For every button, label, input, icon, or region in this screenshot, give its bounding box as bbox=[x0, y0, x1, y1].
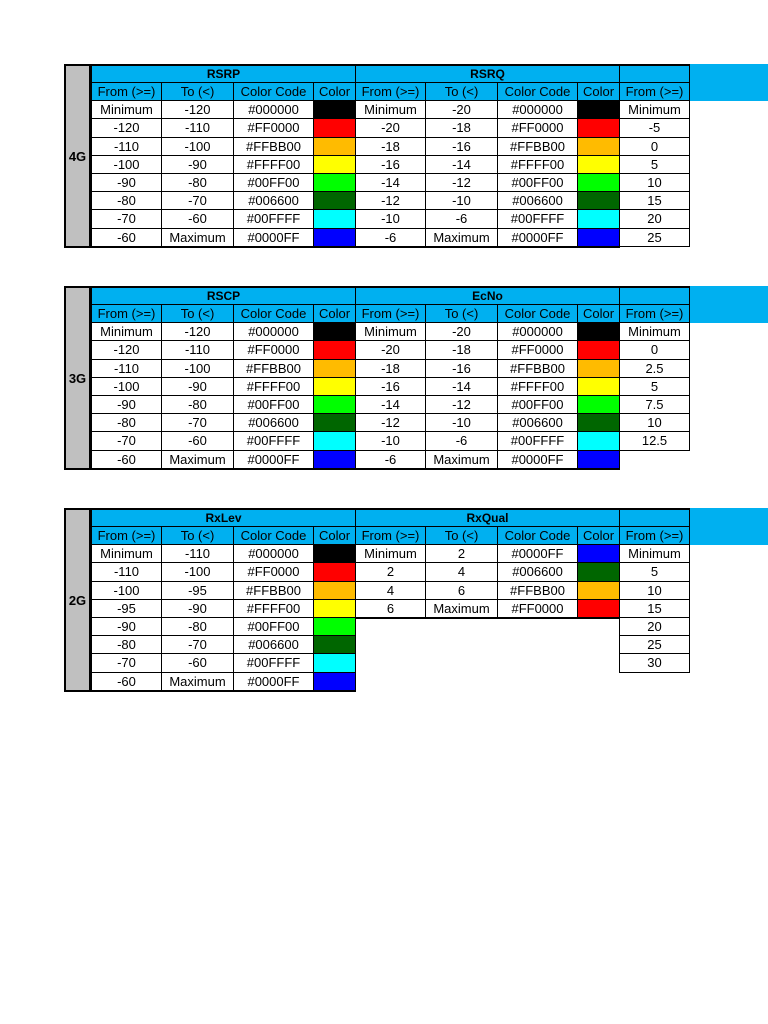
header-band bbox=[690, 286, 768, 323]
cell-to[interactable]: -100 bbox=[162, 563, 234, 581]
color-swatch[interactable] bbox=[314, 377, 356, 395]
cell-to[interactable]: -80 bbox=[162, 395, 234, 413]
tech-label: 2G bbox=[64, 508, 91, 692]
table-title: RSCP bbox=[92, 287, 356, 305]
table-row bbox=[92, 119, 356, 137]
col-header-color: Color bbox=[314, 305, 356, 323]
color-swatch[interactable] bbox=[578, 450, 620, 469]
cell-from[interactable]: -16 bbox=[356, 377, 426, 395]
cell-from[interactable]: 0 bbox=[620, 341, 690, 359]
table-rscp bbox=[91, 286, 356, 470]
cell-from[interactable]: Minimum bbox=[92, 101, 162, 119]
color-swatch[interactable] bbox=[578, 155, 620, 173]
cell-from[interactable]: Minimum bbox=[620, 101, 690, 119]
cell-to[interactable]: -110 bbox=[162, 119, 234, 137]
cell-code[interactable]: #FF0000 bbox=[234, 119, 314, 137]
cell-code[interactable]: #00FFFF bbox=[234, 654, 314, 672]
cell-from[interactable]: Minimum bbox=[92, 323, 162, 341]
table-extra bbox=[619, 286, 690, 451]
color-swatch[interactable] bbox=[578, 210, 620, 228]
cell-code[interactable]: #00FF00 bbox=[234, 173, 314, 191]
cell-code[interactable]: #00FFFF bbox=[234, 210, 314, 228]
cell-from[interactable]: -5 bbox=[620, 119, 690, 137]
cell-code[interactable]: #00FF00 bbox=[498, 395, 578, 413]
cell-from[interactable]: -70 bbox=[92, 654, 162, 672]
cell-code[interactable]: #FFFF00 bbox=[498, 377, 578, 395]
cell-from[interactable]: -16 bbox=[356, 155, 426, 173]
table-row bbox=[92, 155, 356, 173]
color-swatch[interactable] bbox=[314, 210, 356, 228]
cell-code[interactable]: #006600 bbox=[234, 414, 314, 432]
table-rxlev bbox=[91, 508, 356, 692]
color-swatch[interactable] bbox=[314, 432, 356, 450]
cell-to[interactable]: -100 bbox=[162, 359, 234, 377]
table-row bbox=[356, 173, 620, 191]
table-rsrq bbox=[355, 64, 620, 248]
table-row bbox=[356, 432, 620, 450]
cell-to[interactable]: -60 bbox=[162, 654, 234, 672]
cell-to[interactable]: -18 bbox=[426, 119, 498, 137]
table-row bbox=[92, 545, 356, 563]
col-header-from: From (>=) bbox=[356, 305, 426, 323]
color-swatch[interactable] bbox=[578, 228, 620, 247]
cell-from[interactable]: 10 bbox=[620, 581, 690, 599]
cell-code[interactable]: #0000FF bbox=[498, 228, 578, 247]
color-swatch[interactable] bbox=[578, 359, 620, 377]
cell-to[interactable]: -14 bbox=[426, 377, 498, 395]
cell-from[interactable]: -100 bbox=[92, 155, 162, 173]
color-swatch[interactable] bbox=[578, 323, 620, 341]
section-2g bbox=[64, 508, 768, 694]
table-row bbox=[92, 563, 356, 581]
cell-from[interactable]: -70 bbox=[92, 432, 162, 450]
cell-to[interactable]: Maximum bbox=[426, 450, 498, 469]
tech-label: 3G bbox=[64, 286, 91, 470]
cell-from[interactable]: Minimum bbox=[92, 545, 162, 563]
color-swatch[interactable] bbox=[314, 581, 356, 599]
table-title: RSRP bbox=[92, 65, 356, 83]
color-swatch[interactable] bbox=[314, 173, 356, 191]
cell-to[interactable]: -70 bbox=[162, 192, 234, 210]
table-row bbox=[92, 654, 356, 672]
table-title: RxQual bbox=[356, 509, 620, 527]
cell-to[interactable]: -10 bbox=[426, 192, 498, 210]
color-swatch[interactable] bbox=[314, 617, 356, 635]
cell-to[interactable]: Maximum bbox=[162, 450, 234, 469]
table-row bbox=[356, 119, 620, 137]
cell-to[interactable]: 4 bbox=[426, 563, 498, 581]
table-row bbox=[92, 672, 356, 691]
cell-from[interactable]: -90 bbox=[92, 395, 162, 413]
tech-label: 4G bbox=[64, 64, 91, 248]
cell-to[interactable]: -6 bbox=[426, 210, 498, 228]
color-swatch[interactable] bbox=[578, 341, 620, 359]
table-row bbox=[356, 414, 620, 432]
cell-to[interactable]: -16 bbox=[426, 137, 498, 155]
cell-from[interactable]: -20 bbox=[356, 341, 426, 359]
col-header-color: Color bbox=[578, 83, 620, 101]
cell-code[interactable]: #006600 bbox=[498, 192, 578, 210]
cell-from[interactable]: 15 bbox=[620, 599, 690, 617]
color-swatch[interactable] bbox=[314, 192, 356, 210]
table-row bbox=[92, 101, 356, 119]
col-header-from: From (>=) bbox=[620, 527, 690, 545]
col-header-color: Color bbox=[578, 527, 620, 545]
cell-to[interactable]: -80 bbox=[162, 173, 234, 191]
color-swatch[interactable] bbox=[314, 359, 356, 377]
cell-from[interactable]: -60 bbox=[92, 450, 162, 469]
cell-code[interactable]: #000000 bbox=[234, 545, 314, 563]
table-row bbox=[92, 450, 356, 469]
cell-to[interactable]: -12 bbox=[426, 395, 498, 413]
table-row bbox=[92, 210, 356, 228]
table-title-blank bbox=[620, 509, 690, 527]
cell-to[interactable]: 6 bbox=[426, 581, 498, 599]
cell-from[interactable]: -100 bbox=[92, 377, 162, 395]
table-row bbox=[92, 137, 356, 155]
color-swatch[interactable] bbox=[314, 119, 356, 137]
table-row bbox=[92, 359, 356, 377]
table-row bbox=[356, 581, 620, 599]
cell-from[interactable]: 25 bbox=[620, 636, 690, 654]
cell-from[interactable]: 2.5 bbox=[620, 359, 690, 377]
table-row bbox=[92, 377, 356, 395]
col-header-color: Color bbox=[314, 527, 356, 545]
cell-from[interactable]: -14 bbox=[356, 173, 426, 191]
cell-from[interactable]: 10 bbox=[620, 173, 690, 191]
table-title-blank bbox=[620, 287, 690, 305]
cell-from[interactable]: -120 bbox=[92, 119, 162, 137]
table-extra bbox=[619, 508, 690, 673]
section-4g bbox=[64, 64, 768, 250]
color-swatch[interactable] bbox=[314, 450, 356, 469]
cell-code[interactable]: #00FF00 bbox=[498, 173, 578, 191]
col-header-to: To (<) bbox=[426, 83, 498, 101]
table-row bbox=[356, 341, 620, 359]
cell-code[interactable]: #FFBB00 bbox=[498, 581, 578, 599]
cell-to[interactable]: -95 bbox=[162, 581, 234, 599]
col-header-from: From (>=) bbox=[356, 527, 426, 545]
cell-code[interactable]: #FFBB00 bbox=[234, 581, 314, 599]
cell-from[interactable]: -10 bbox=[356, 432, 426, 450]
color-swatch[interactable] bbox=[578, 581, 620, 599]
cell-to[interactable]: -6 bbox=[426, 432, 498, 450]
cell-to[interactable]: 2 bbox=[426, 545, 498, 563]
cell-code[interactable]: #FFFF00 bbox=[498, 155, 578, 173]
table-row bbox=[356, 545, 620, 563]
col-header-code: Color Code bbox=[234, 527, 314, 545]
color-swatch[interactable] bbox=[314, 155, 356, 173]
cell-to[interactable]: -110 bbox=[162, 545, 234, 563]
table-title: EcNo bbox=[356, 287, 620, 305]
col-header-to: To (<) bbox=[426, 527, 498, 545]
color-swatch[interactable] bbox=[314, 654, 356, 672]
cell-from[interactable]: -12 bbox=[356, 192, 426, 210]
table-row bbox=[356, 155, 620, 173]
cell-to[interactable]: Maximum bbox=[426, 228, 498, 247]
col-header-from: From (>=) bbox=[92, 83, 162, 101]
table-row bbox=[356, 563, 620, 581]
cell-to[interactable]: -14 bbox=[426, 155, 498, 173]
cell-from[interactable]: 5 bbox=[620, 377, 690, 395]
color-swatch[interactable] bbox=[578, 395, 620, 413]
cell-to[interactable]: Maximum bbox=[426, 599, 498, 618]
cell-to[interactable]: -20 bbox=[426, 323, 498, 341]
cell-from[interactable]: 5 bbox=[620, 563, 690, 581]
table-row bbox=[92, 599, 356, 617]
cell-to[interactable]: -10 bbox=[426, 414, 498, 432]
cell-code[interactable]: #FFFF00 bbox=[234, 155, 314, 173]
cell-from[interactable]: -110 bbox=[92, 563, 162, 581]
color-swatch[interactable] bbox=[314, 599, 356, 617]
cell-from[interactable]: -18 bbox=[356, 137, 426, 155]
cell-code[interactable]: #FF0000 bbox=[234, 341, 314, 359]
cell-from[interactable]: 20 bbox=[620, 210, 690, 228]
cell-from[interactable]: Minimum bbox=[620, 545, 690, 563]
table-row bbox=[92, 432, 356, 450]
col-header-from: From (>=) bbox=[356, 83, 426, 101]
cell-code[interactable]: #FFBB00 bbox=[498, 137, 578, 155]
table-row bbox=[356, 359, 620, 377]
cell-to[interactable]: -60 bbox=[162, 210, 234, 228]
cell-code[interactable]: #FFBB00 bbox=[234, 359, 314, 377]
cell-code[interactable]: #FF0000 bbox=[234, 563, 314, 581]
cell-from[interactable]: 5 bbox=[620, 155, 690, 173]
cell-to[interactable]: -16 bbox=[426, 359, 498, 377]
cell-to[interactable]: Maximum bbox=[162, 228, 234, 247]
col-header-code: Color Code bbox=[498, 83, 578, 101]
col-header-to: To (<) bbox=[162, 83, 234, 101]
color-swatch[interactable] bbox=[578, 119, 620, 137]
cell-to[interactable]: -12 bbox=[426, 173, 498, 191]
cell-code[interactable]: #0000FF bbox=[498, 450, 578, 469]
cell-to[interactable]: -18 bbox=[426, 341, 498, 359]
cell-code[interactable]: #0000FF bbox=[234, 672, 314, 691]
table-rxqual bbox=[355, 508, 620, 619]
cell-from[interactable]: -60 bbox=[92, 228, 162, 247]
cell-code[interactable]: #00FF00 bbox=[234, 617, 314, 635]
cell-to[interactable]: -20 bbox=[426, 101, 498, 119]
cell-from[interactable]: -110 bbox=[92, 137, 162, 155]
table-title: RSRQ bbox=[356, 65, 620, 83]
color-swatch[interactable] bbox=[314, 323, 356, 341]
table-title-blank bbox=[620, 65, 690, 83]
cell-to[interactable]: -70 bbox=[162, 414, 234, 432]
cell-from[interactable]: 2 bbox=[356, 563, 426, 581]
cell-from[interactable]: Minimum bbox=[620, 323, 690, 341]
cell-from[interactable]: -95 bbox=[92, 599, 162, 617]
col-header-color: Color bbox=[314, 83, 356, 101]
cell-code[interactable]: #006600 bbox=[498, 414, 578, 432]
table-rsrp bbox=[91, 64, 356, 248]
cell-from[interactable]: -90 bbox=[92, 617, 162, 635]
cell-code[interactable]: #FF0000 bbox=[498, 599, 578, 618]
table-row bbox=[92, 323, 356, 341]
cell-code[interactable]: #000000 bbox=[234, 101, 314, 119]
table-row bbox=[356, 450, 620, 469]
cell-to[interactable]: Maximum bbox=[162, 672, 234, 691]
cell-from[interactable]: -6 bbox=[356, 450, 426, 469]
table-row bbox=[356, 323, 620, 341]
table-row bbox=[92, 617, 356, 635]
table-row bbox=[92, 414, 356, 432]
cell-from[interactable]: 25 bbox=[620, 228, 690, 246]
col-header-to: To (<) bbox=[162, 305, 234, 323]
color-swatch[interactable] bbox=[578, 563, 620, 581]
cell-code[interactable]: #006600 bbox=[498, 563, 578, 581]
cell-to[interactable]: -100 bbox=[162, 137, 234, 155]
color-swatch[interactable] bbox=[314, 414, 356, 432]
table-row bbox=[356, 377, 620, 395]
cell-from[interactable]: 6 bbox=[356, 599, 426, 618]
cell-from[interactable]: -120 bbox=[92, 341, 162, 359]
cell-to[interactable]: -110 bbox=[162, 341, 234, 359]
color-swatch[interactable] bbox=[578, 377, 620, 395]
section-3g bbox=[64, 286, 768, 472]
col-header-to: To (<) bbox=[426, 305, 498, 323]
cell-from[interactable]: -60 bbox=[92, 672, 162, 691]
color-swatch[interactable] bbox=[314, 636, 356, 654]
table-row bbox=[356, 192, 620, 210]
color-swatch[interactable] bbox=[578, 432, 620, 450]
cell-from[interactable]: -14 bbox=[356, 395, 426, 413]
table-row bbox=[92, 192, 356, 210]
table-row bbox=[92, 341, 356, 359]
cell-code[interactable]: #FFFF00 bbox=[234, 599, 314, 617]
table-row bbox=[356, 137, 620, 155]
cell-from[interactable]: -80 bbox=[92, 192, 162, 210]
color-swatch[interactable] bbox=[314, 137, 356, 155]
cell-from[interactable]: -80 bbox=[92, 414, 162, 432]
cell-code[interactable]: #000000 bbox=[498, 101, 578, 119]
cell-from[interactable]: 7.5 bbox=[620, 395, 690, 413]
table-ecno bbox=[355, 286, 620, 470]
cell-from[interactable]: Minimum bbox=[356, 545, 426, 563]
cell-to[interactable]: -120 bbox=[162, 323, 234, 341]
table-row bbox=[356, 599, 620, 618]
cell-from[interactable]: -70 bbox=[92, 210, 162, 228]
col-header-code: Color Code bbox=[498, 305, 578, 323]
col-header-code: Color Code bbox=[234, 305, 314, 323]
color-swatch[interactable] bbox=[578, 101, 620, 119]
cell-code[interactable]: #00FF00 bbox=[234, 395, 314, 413]
table-extra bbox=[619, 64, 690, 247]
cell-code[interactable]: #00FFFF bbox=[498, 432, 578, 450]
table-row bbox=[92, 581, 356, 599]
cell-code[interactable]: #0000FF bbox=[234, 450, 314, 469]
cell-from[interactable]: -90 bbox=[92, 173, 162, 191]
cell-to[interactable]: -80 bbox=[162, 617, 234, 635]
cell-to[interactable]: -60 bbox=[162, 432, 234, 450]
col-header-from: From (>=) bbox=[92, 305, 162, 323]
cell-code[interactable]: #FFBB00 bbox=[498, 359, 578, 377]
cell-from[interactable]: -12 bbox=[356, 414, 426, 432]
cell-to[interactable]: -90 bbox=[162, 377, 234, 395]
cell-from[interactable]: 20 bbox=[620, 617, 690, 635]
cell-code[interactable]: #006600 bbox=[234, 192, 314, 210]
table-row bbox=[92, 636, 356, 654]
cell-from[interactable]: -10 bbox=[356, 210, 426, 228]
table-row bbox=[356, 101, 620, 119]
cell-code[interactable]: #FFBB00 bbox=[234, 137, 314, 155]
cell-code[interactable]: #FF0000 bbox=[498, 119, 578, 137]
color-swatch[interactable] bbox=[314, 101, 356, 119]
cell-from[interactable]: 0 bbox=[620, 137, 690, 155]
cell-from[interactable]: 12.5 bbox=[620, 432, 690, 450]
cell-to[interactable]: -120 bbox=[162, 101, 234, 119]
cell-to[interactable]: -90 bbox=[162, 599, 234, 617]
color-swatch[interactable] bbox=[578, 173, 620, 191]
cell-from[interactable]: 30 bbox=[620, 654, 690, 672]
cell-code[interactable]: #000000 bbox=[498, 323, 578, 341]
cell-from[interactable]: 15 bbox=[620, 192, 690, 210]
color-swatch[interactable] bbox=[314, 545, 356, 563]
cell-code[interactable]: #00FFFF bbox=[234, 432, 314, 450]
table-row bbox=[356, 210, 620, 228]
color-swatch[interactable] bbox=[314, 672, 356, 691]
color-swatch[interactable] bbox=[578, 137, 620, 155]
header-band bbox=[690, 64, 768, 101]
cell-from[interactable]: Minimum bbox=[356, 323, 426, 341]
cell-code[interactable]: #0000FF bbox=[234, 228, 314, 247]
cell-code[interactable]: #006600 bbox=[234, 636, 314, 654]
table-row bbox=[356, 228, 620, 247]
col-header-code: Color Code bbox=[498, 527, 578, 545]
color-swatch[interactable] bbox=[578, 545, 620, 563]
cell-code[interactable]: #0000FF bbox=[498, 545, 578, 563]
color-swatch[interactable] bbox=[314, 341, 356, 359]
table-row bbox=[356, 395, 620, 413]
cell-from[interactable]: 10 bbox=[620, 414, 690, 432]
table-row bbox=[92, 173, 356, 191]
color-swatch[interactable] bbox=[578, 414, 620, 432]
table-row bbox=[92, 395, 356, 413]
table-row bbox=[92, 228, 356, 247]
cell-from[interactable]: -18 bbox=[356, 359, 426, 377]
col-header-from: From (>=) bbox=[620, 305, 690, 323]
color-swatch[interactable] bbox=[578, 192, 620, 210]
col-header-from: From (>=) bbox=[92, 527, 162, 545]
cell-code[interactable]: #FFFF00 bbox=[234, 377, 314, 395]
cell-from[interactable]: -110 bbox=[92, 359, 162, 377]
cell-from[interactable]: Minimum bbox=[356, 101, 426, 119]
cell-code[interactable]: #00FFFF bbox=[498, 210, 578, 228]
col-header-from: From (>=) bbox=[620, 83, 690, 101]
cell-code[interactable]: #FF0000 bbox=[498, 341, 578, 359]
table-title: RxLev bbox=[92, 509, 356, 527]
cell-from[interactable]: -80 bbox=[92, 636, 162, 654]
cell-to[interactable]: -90 bbox=[162, 155, 234, 173]
cell-from[interactable]: -20 bbox=[356, 119, 426, 137]
col-header-to: To (<) bbox=[162, 527, 234, 545]
color-swatch[interactable] bbox=[578, 599, 620, 618]
cell-from[interactable]: -6 bbox=[356, 228, 426, 247]
col-header-color: Color bbox=[578, 305, 620, 323]
cell-from[interactable]: 4 bbox=[356, 581, 426, 599]
header-band bbox=[690, 508, 768, 545]
col-header-code: Color Code bbox=[234, 83, 314, 101]
cell-to[interactable]: -70 bbox=[162, 636, 234, 654]
color-swatch[interactable] bbox=[314, 228, 356, 247]
cell-code[interactable]: #000000 bbox=[234, 323, 314, 341]
color-swatch[interactable] bbox=[314, 395, 356, 413]
cell-from[interactable]: -100 bbox=[92, 581, 162, 599]
color-swatch[interactable] bbox=[314, 563, 356, 581]
